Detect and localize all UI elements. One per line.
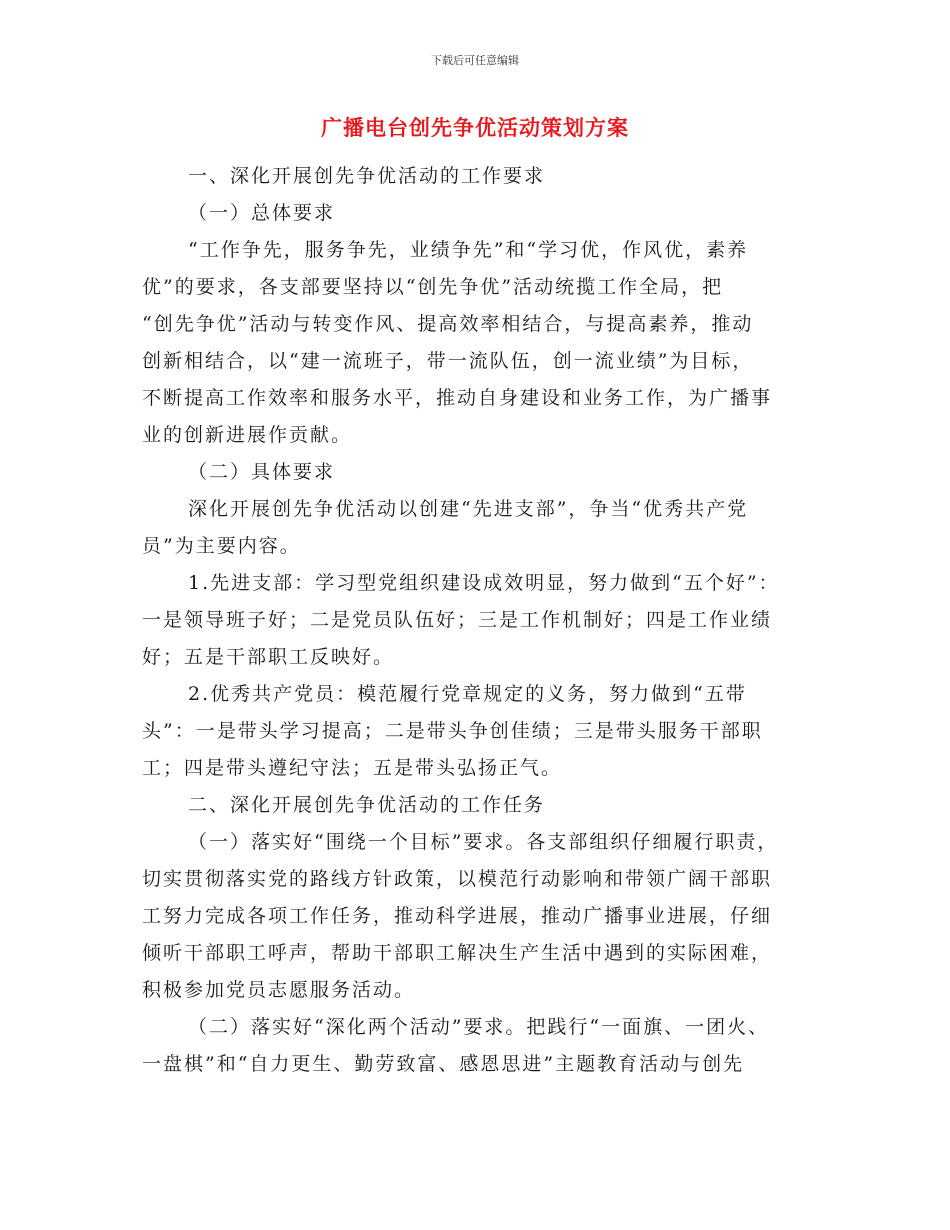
- body-line: 创新相结合，以“建一流班子，带一流队伍，创一流业绩”为目标，: [142, 350, 754, 372]
- body-line: 业的创新进展作贡献。: [142, 424, 353, 446]
- page-header-note: 下载后可任意编辑: [431, 54, 519, 67]
- document-body: [142, 158, 810, 1083]
- body-line: 积极参加党员志愿服务活动。: [142, 979, 416, 1001]
- body-line: 二、深化开展创先争优活动的工作任务: [188, 794, 546, 816]
- body-line: 好；五是干部职工反映好。: [142, 646, 395, 668]
- body-line: 工努力完成各项工作任务，推动科学进展，推动广播事业进展，仔细: [142, 905, 773, 927]
- document-title: 广播电台创先争优活动策划方案: [321, 116, 629, 140]
- body-line: 头”：一是带头学习提高；二是带头争创佳绩；三是带头服务干部职: [142, 720, 763, 742]
- body-line: 切实贯彻落实党的路线方针政策，以模范行动影响和带领广阔干部职: [142, 868, 773, 890]
- body-line: 不断提高工作效率和服务水平，推动自身建设和业务工作，为广播事: [142, 387, 773, 409]
- body-line: 员”为主要内容。: [142, 535, 301, 557]
- body-line: （一）总体要求: [188, 202, 336, 224]
- body-line: 2.优秀共产党员：模范履行党章规定的义务，努力做到“五带: [188, 683, 747, 705]
- body-line: （二）具体要求: [188, 461, 336, 483]
- body-line: “工作争先，服务争先，业绩争先”和“学习优，作风优，素养: [188, 239, 749, 261]
- body-line: 一盘棋”和“自力更生、勤劳致富、感恩思进”主题教育活动与创先: [142, 1053, 745, 1075]
- body-line: （二）落实好“深化两个活动”要求。把践行“一面旗、一团火、: [188, 1016, 770, 1038]
- body-line: 工；四是带头遵纪守法；五是带头弘扬正气。: [142, 757, 563, 779]
- body-line: 1.先进支部：学习型党组织建设成效明显，努力做到“五个好”：: [188, 572, 780, 594]
- body-line: 一、深化开展创先争优活动的工作要求: [188, 165, 546, 187]
- body-line: 深化开展创先争优活动以创建“先进支部”，争当“优秀共产党: [188, 498, 749, 520]
- body-line: （一）落实好“围绕一个目标”要求。各支部组织仔细履行职责，: [188, 831, 779, 853]
- body-line: 优”的要求，各支部要坚持以“创先争优”活动统揽工作全局，把: [142, 276, 724, 298]
- body-line: 一是领导班子好；二是党员队伍好；三是工作机制好；四是工作业绩: [142, 609, 773, 631]
- body-line: “创先争优”活动与转变作风、提高效率相结合，与提高素养，推动: [142, 313, 754, 335]
- body-line: 倾听干部职工呼声，帮助干部职工解决生产生活中遇到的实际困难，: [142, 942, 773, 964]
